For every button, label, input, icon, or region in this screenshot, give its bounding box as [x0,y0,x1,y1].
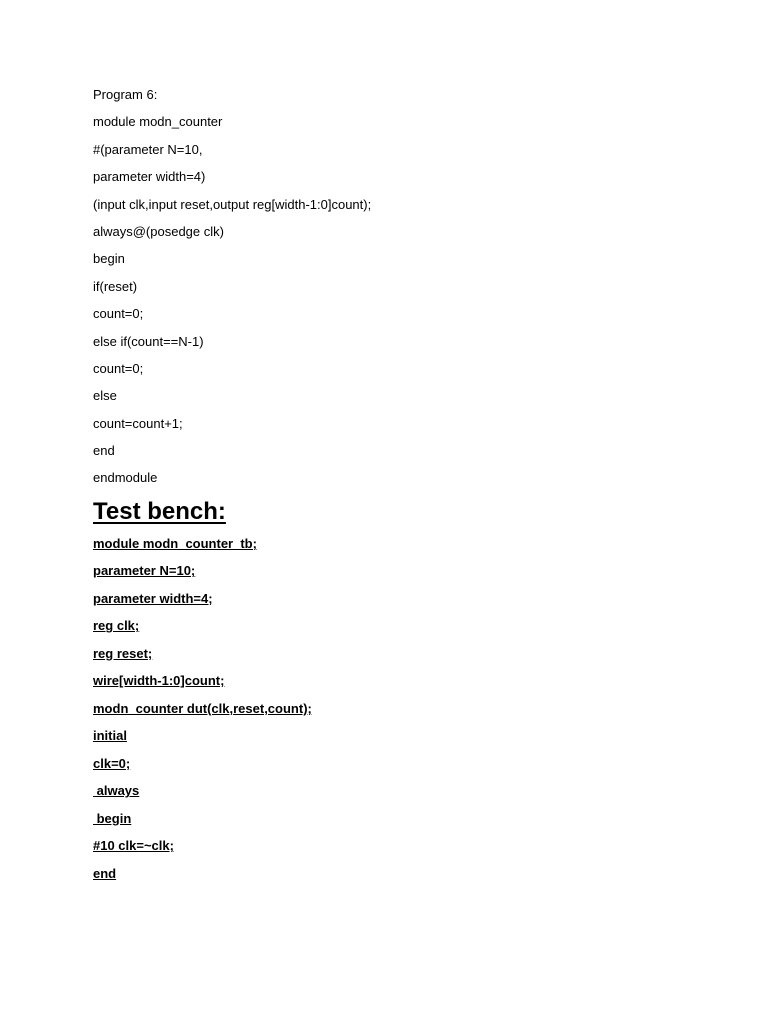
testbench-code-line: wire[width-1:0]count; [93,673,225,689]
testbench-code-line: clk=0; [93,755,131,771]
testbench-code-line: reg reset; [93,645,153,661]
testbench-code-line: parameter width=4; [93,590,213,606]
document-content [93,86,713,892]
code-line: end [93,443,115,459]
testbench-code-line: modn_counter dut(clk,reset,count); [93,700,312,716]
code-line: module modn_counter [93,114,223,130]
code-line: count=0; [93,306,144,322]
testbench-code-line: end [93,865,117,881]
code-line: always@(posedge clk) [93,223,224,239]
code-line: count=0; [93,360,144,376]
code-line: if(reset) [93,278,138,294]
code-line: else [93,388,117,404]
testbench-code-line: always [93,783,140,799]
testbench-code-line: reg clk; [93,618,140,634]
code-line: else if(count==N-1) [93,333,204,349]
testbench-code-line: begin [93,810,132,826]
code-line: (input clk,input reset,output reg[width-1:0]count); [93,196,372,212]
testbench-code-line: initial [93,728,127,744]
code-line: parameter width=4) [93,169,206,185]
testbench-heading: Test bench: [93,497,226,525]
testbench-code-line: module modn_counter_tb; [93,535,257,551]
code-line: count=count+1; [93,415,183,431]
code-line: begin [93,251,125,267]
code-line: #(parameter N=10, [93,141,203,157]
testbench-code-line: #10 clk=~clk; [93,838,174,854]
code-line: endmodule [93,470,158,486]
testbench-code-line: parameter N=10; [93,563,196,579]
program-title: Program 6: [93,87,158,102]
